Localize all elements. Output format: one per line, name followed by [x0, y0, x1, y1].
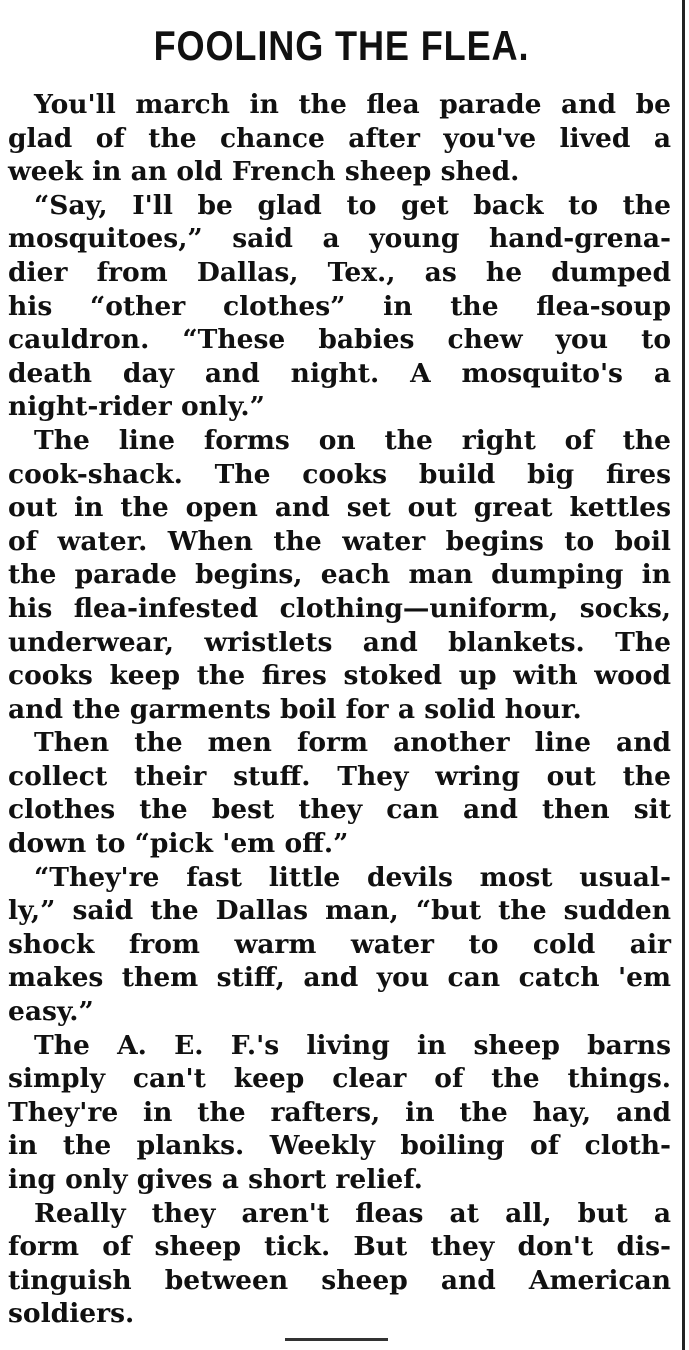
text-line: clothes the best they can and then sit: [8, 794, 671, 826]
text-line: dier from Dallas, Tex., as he dumped: [8, 256, 671, 288]
text-line: of water. When the water begins to boil: [8, 525, 671, 557]
text-line: night-rider only.”: [8, 391, 265, 423]
text-line: collect their stuff. They wring out the: [8, 760, 671, 792]
text-line: simply can't keep clear of the things.: [8, 1063, 671, 1095]
text-line: Then the men form another line and: [34, 727, 671, 759]
text-line: underwear, wristlets and blankets. The: [8, 626, 671, 658]
text-line: “Say, I'll be glad to get back to the: [34, 189, 671, 221]
text-line: “They're fast little devils most usual-: [34, 861, 671, 893]
text-line: shock from warm water to cold air: [8, 928, 671, 960]
paragraph: [8, 424, 671, 726]
text-line: his “other clothes” in the flea-soup: [8, 290, 671, 322]
text-line: down to “pick 'em off.”: [8, 828, 349, 860]
text-line: The A. E. F.'s living in sheep barns: [34, 1029, 671, 1061]
text-line: form of sheep tick. But they don't dis-: [8, 1231, 671, 1263]
text-line: his flea-infested clothing—uniform, socks,: [8, 592, 671, 624]
paragraph: [8, 1029, 671, 1197]
text-line: in the planks. Weekly boiling of cloth-: [8, 1130, 671, 1162]
text-line: ing only gives a short relief.: [8, 1164, 423, 1195]
text-line: tinguish between sheep and American: [8, 1264, 671, 1296]
text-line: ly,” said the Dallas man, “but the sudden: [8, 895, 671, 927]
text-line: soldiers.: [8, 1298, 135, 1330]
text-line: You'll march in the flea parade and be: [34, 89, 671, 120]
text-line: easy.”: [8, 996, 94, 1028]
text-line: and the garments boil for a solid hour.: [8, 693, 582, 725]
text-line: cauldron. “These babies chew you to: [8, 324, 671, 356]
text-line: makes them stiff, and you can catch 'em: [8, 962, 671, 994]
paragraph: [8, 726, 671, 860]
article-headline: FOOLING THE FLEA.: [153, 22, 530, 69]
text-line: They're in the rafters, in the hay, and: [8, 1096, 671, 1128]
text-line: The line forms on the right of the: [34, 424, 671, 456]
column-divider: [682, 0, 685, 1350]
text-line: out in the open and set out great kettles: [8, 492, 671, 524]
paragraph: [8, 1197, 671, 1331]
text-line: mosquitoes,” said a young hand-grena-: [8, 223, 671, 255]
text-line: glad of the chance after you've lived a: [8, 122, 671, 154]
text-line: cook-shack. The cooks build big fires: [8, 458, 671, 490]
paragraph: [8, 189, 671, 424]
text-line: week in an old French sheep shed.: [8, 156, 520, 188]
end-of-article-rule: [285, 1338, 388, 1341]
text-line: the parade begins, each man dumping in: [8, 559, 671, 591]
text-line: death day and night. A mosquito's a: [8, 357, 671, 389]
paragraph: [8, 861, 671, 1029]
text-line: cooks keep the fires stoked up with wood: [8, 660, 671, 692]
article-body: [8, 88, 671, 1331]
paragraph: [8, 88, 671, 189]
text-line: Really they aren't fleas at all, but a: [34, 1197, 671, 1229]
